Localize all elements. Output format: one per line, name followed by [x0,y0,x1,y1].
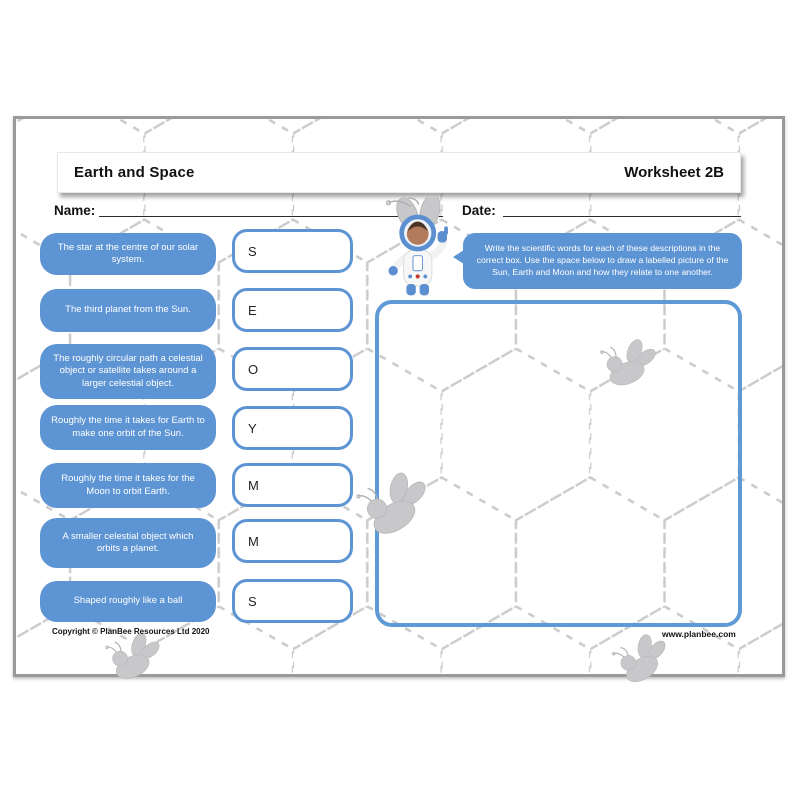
astronaut-bee-icon [379,197,464,303]
answer-hint-letter: Y [248,420,257,436]
bee-icon [595,335,664,393]
answer-box-2[interactable] [232,288,353,332]
website-text: www.planbee.com [662,629,736,639]
answer-hint-letter: S [248,243,257,259]
worksheet-number: Worksheet 2B [624,164,724,181]
date-input-line[interactable] [503,200,741,217]
description-box-month: Roughly the time it takes for the Moon to orbit Earth. [40,463,216,508]
answer-hint-letter: M [248,533,259,549]
description-box-sun: The star at the centre of our solar system. [40,233,216,275]
bee-icon [103,630,168,684]
answer-box-6[interactable] [232,519,353,563]
bee-icon [610,631,677,688]
description-box-moon: A smaller celestial object which orbits a planet. [40,518,216,568]
unit-title: Earth and Space [74,164,195,181]
answer-box-3[interactable] [232,347,353,391]
answer-hint-letter: M [248,477,259,493]
answer-box-4[interactable] [232,406,353,450]
answer-box-7[interactable] [232,579,353,623]
description-box-earth: The third planet from the Sun. [40,289,216,332]
description-box-year: Roughly the time it takes for Earth to make one orbit of the Sun. [40,405,216,450]
answer-hint-letter: O [248,361,259,377]
answer-box-5[interactable] [232,463,353,507]
answer-hint-letter: S [248,593,257,609]
answer-hint-letter: E [248,302,257,318]
description-box-sphere: Shaped roughly like a ball [40,581,216,622]
answer-box-1[interactable] [232,229,353,273]
date-label: Date: [462,203,496,218]
bee-icon [354,469,438,540]
drawing-area[interactable] [375,300,742,627]
instructions-bubble: Write the scientific words for each of these descriptions in the correct box. Use the space below to draw a labelled picture of the Sun, Earth and Moon and how they relate to one another. [463,233,742,289]
copyright-text: Copyright © PlanBee Resources Ltd 2020 [52,627,210,636]
description-box-orbit: The roughly circular path a celestial object or satellite takes around a larger celestial object. [40,344,216,399]
header-bar [57,152,741,193]
name-label: Name: [54,203,96,218]
